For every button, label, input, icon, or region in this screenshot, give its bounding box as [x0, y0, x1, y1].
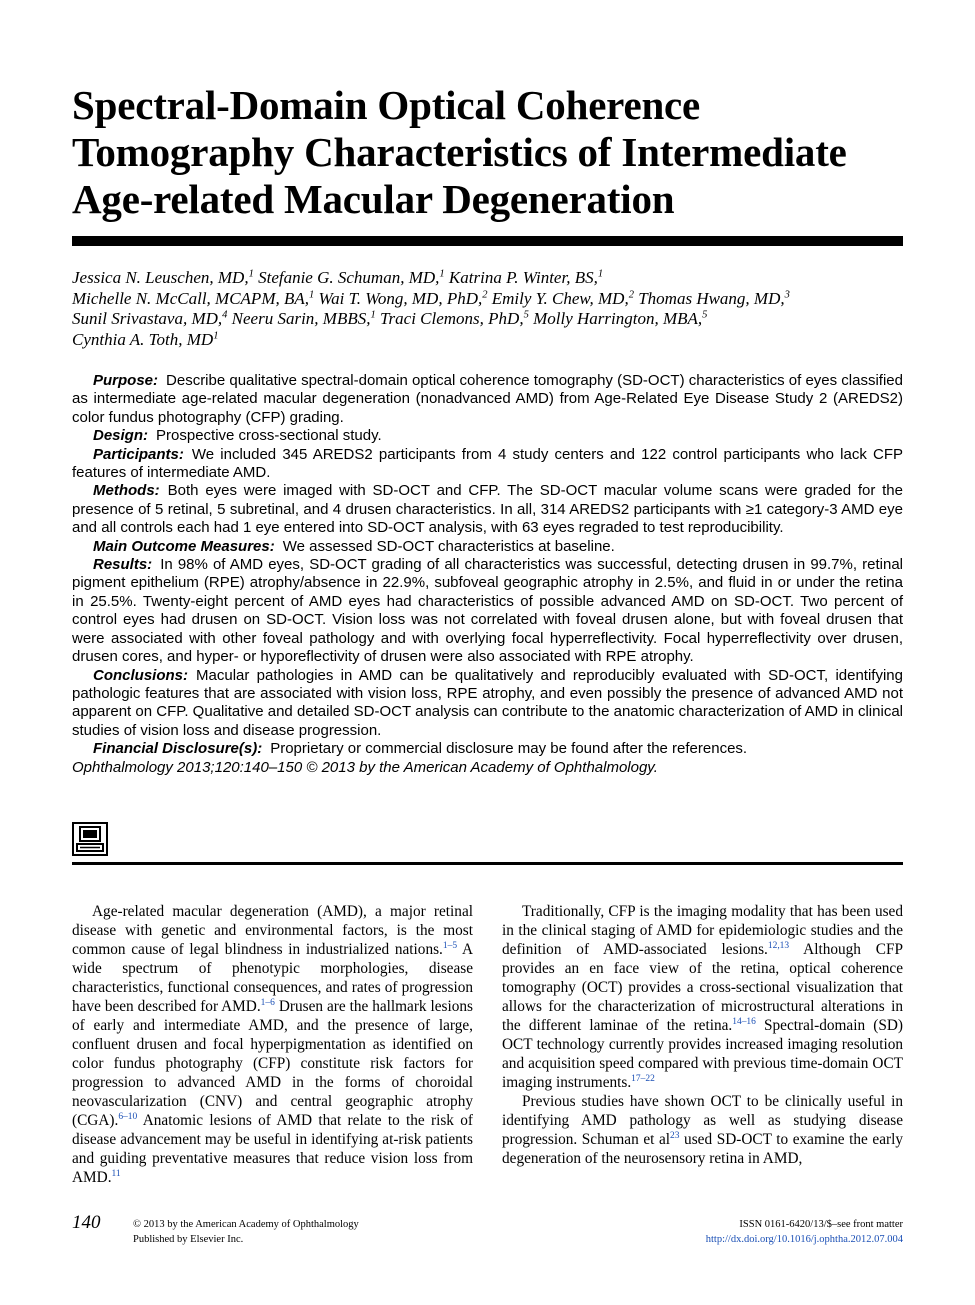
title-divider [72, 236, 903, 246]
body-column-right [502, 902, 903, 1168]
section-text: Macular pathologies in AMD can be qualitatively and reproducibly evaluated with SD-OCT, identifying pathologic features that are associated with vision loss, RPE atrophy, and even possibly the presence of advanced AMD not apparent on CFP. Qualitative and detailed SD-OCT analysis can contribute to the anatomic characterization of AMD in clinical studies of vision loss and disease progression. [72, 666, 903, 739]
author: Sunil Srivastava, MD, [72, 309, 223, 328]
citation: Ophthalmology 2013;120:140–150 © 2013 by the American Academy of Ophthalmology. [72, 758, 658, 776]
section-text: Prospective cross-sectional study. [156, 427, 382, 445]
body-text: Anatomic lesions of AMD that relate to the risk of disease advancement may be useful in identifying at-risk patients and guiding preventative measures that reduce vision loss from AMD. [72, 1112, 473, 1186]
affiliation-mark: 1 [439, 268, 445, 280]
reference-link[interactable]: 12,13 [767, 940, 790, 951]
section-label: Conclusions: [93, 666, 189, 684]
footer-copyright-block [133, 1217, 359, 1247]
abstract-conclusions [72, 667, 903, 741]
affiliation-mark: 2 [482, 288, 488, 300]
section-text: Both eyes were imaged with SD-OCT and CFP. The SD-OCT macular volume scans were graded for the presence of 5 retinal, 5 subretinal, and 4 drusen characteristics. In all, 314 AREDS2 participants with ≥1 category-3 AMD eye and all controls each had 1 eye entered into SD-OCT analysis, with 63 eyes regraded to test reproducibility. [72, 482, 903, 537]
computer-icon-graphic [72, 822, 108, 856]
author: Jessica N. Leuschen, MD, [72, 268, 249, 287]
section-label: Results: [93, 556, 153, 574]
author: Traci Clemons, PhD, [375, 309, 524, 328]
body-text: Although CFP provides an en face view of the retina, optical coherence tomography (OCT) provides a cross-sectional visualization that allows for the characterization of microstructural alterations in the different laminae of the retina. [502, 941, 903, 1034]
abstract [72, 372, 903, 777]
abstract-disclosure [72, 740, 903, 758]
reference-link[interactable]: 6–10 [118, 1111, 138, 1122]
author: Stefanie G. Schuman, MD, [253, 268, 440, 287]
reference-link[interactable]: 1–5 [442, 940, 458, 951]
abstract-results [72, 556, 903, 666]
computer-icon[interactable] [72, 822, 108, 856]
body-paragraph [502, 902, 903, 1092]
abstract-participants [72, 446, 903, 483]
section-text: Describe qualitative spectral-domain optical coherence tomography (SD-OCT) characteristics of eyes classified as intermediate age-related macular degeneration (nonadvanced AMD) from Age-Related Eye Disease Study 2 (AREDS2) color fundus photography (CFP) grading. [72, 372, 903, 426]
affiliation-mark: 5 [523, 309, 529, 321]
affiliation-mark: 2 [628, 288, 634, 300]
body-text: Traditionally, CFP is the imaging modality that has been used in the clinical staging of AMD for epidemiologic studies and the definition of AMD-associated lesions. [502, 903, 903, 958]
reference-link[interactable]: 11 [111, 1168, 121, 1179]
author-line [72, 309, 912, 330]
reference-link[interactable]: 1–6 [260, 997, 275, 1008]
body-text: Previous studies have shown OCT to be clinically useful in identifying AMD pathology as well as studying disease progression. Schuman et al [502, 1093, 903, 1148]
body-text: Age-related macular degeneration (AMD), a major retinal disease with genetic and environmental factors, is the most common cause of legal blindness in industrialized nations. [72, 903, 473, 958]
reference-link[interactable]: 14–16 [732, 1016, 756, 1027]
section-text: We assessed SD-OCT characteristics at baseline. [282, 537, 615, 555]
author: Michelle N. McCall, MCAPM, BA, [72, 288, 309, 308]
page-number: 140 [72, 1212, 101, 1233]
section-label: Design: [93, 427, 149, 445]
section-label: Methods: [93, 482, 160, 500]
article-title [72, 82, 912, 223]
section-label: Purpose: [93, 372, 159, 389]
author: Emily Y. Chew, MD, [487, 288, 629, 308]
body-text: used SD-OCT to examine the early degeneration of the neurosensory retina in AMD, [502, 1131, 904, 1167]
body-text: Drusen are the hallmark lesions of early and intermediate AMD, and the presence of large, confluent drusen and focal hyperpigmentation as identified on color fundus photography (CFP) constitute risk factors for progression to advanced AMD in the forms of choroidal neovascularization (CNV) and central geographic atrophy (CGA). [72, 998, 474, 1129]
affiliation-mark: 1 [248, 268, 254, 280]
affiliation-mark: 1 [309, 288, 315, 300]
abstract-purpose [72, 372, 903, 427]
section-text: In 98% of AMD eyes, SD-OCT grading of all characteristics was successful, detecting drusen in 99.7%, retinal pigment epithelium (RPE) atrophy/absence in 22.9%, subfoveal geographic atrophy in 2.5%, and fluid in or under the retina in 25.5%. Twenty-eight percent of AMD eyes had characteristics of possible advanced AMD on SD-OCT. Two percent of control eyes had drusen on SD-OCT. Vision loss was not correlated with foveal drusen alone, but with foveal drusen that were associated with other foveal pathology and with overlying focal hyperreflectivity. Focal hyperreflectivity over drusen, drusen cores, and hyper- or hyporeflectivity of drusen were also associated with RPE atrophy. [72, 556, 903, 666]
section-label: Main Outcome Measures: [93, 537, 275, 555]
section-text: We included 345 AREDS2 participants from 4 study centers and 122 control participants who lack CFP features of intermediate AMD. [72, 445, 903, 482]
title-line: Tomography Characteristics of Intermediate [72, 129, 847, 175]
reference-link[interactable]: 23 [670, 1130, 680, 1141]
title-line: Age-related Macular Degeneration [72, 176, 675, 222]
body-paragraph [72, 902, 473, 1187]
author: Molly Harrington, MBA, [528, 309, 703, 328]
affiliation-mark: 1 [597, 268, 604, 280]
reference-link[interactable]: 17–22 [631, 1073, 655, 1084]
abstract-methods [72, 482, 903, 537]
author-list [72, 268, 912, 350]
author-line [72, 289, 912, 310]
affiliation-mark: 1 [213, 329, 219, 341]
affiliation-mark: 3 [784, 288, 790, 300]
author-line [72, 330, 912, 351]
body-column-left [72, 902, 473, 1187]
author: Neeru Sarin, MBBS, [227, 309, 371, 328]
page-footer [0, 1210, 975, 1250]
doi-link[interactable]: http://dx.doi.org/10.1016/j.ophtha.2012.07.004 [705, 1234, 903, 1245]
author: Thomas Hwang, MD, [633, 288, 785, 308]
abstract-citation [72, 759, 903, 777]
affiliation-mark: 1 [370, 309, 376, 321]
body-text: Spectral-domain (SD) OCT technology currently provides increased imaging resolution and acquisition speed compared with previous time-domain OCT imaging instruments. [502, 1017, 903, 1091]
abstract-outcome-measures [72, 538, 903, 556]
author-line [72, 268, 912, 289]
footer-issn-block [706, 1217, 903, 1247]
author: Cynthia A. Toth, MD [72, 329, 214, 349]
abstract-divider [72, 862, 903, 865]
section-label: Participants: [93, 445, 184, 463]
body-paragraph [502, 1092, 903, 1168]
author: Wai T. Wong, MD, PhD, [314, 288, 483, 308]
title-line: Spectral-Domain Optical Coherence [72, 82, 701, 128]
author: Katrina P. Winter, BS, [444, 268, 598, 287]
abstract-design [72, 427, 903, 445]
publisher-text: Published by Elsevier Inc. [133, 1234, 244, 1245]
section-text: Proprietary or commercial disclosure may be found after the references. [270, 740, 748, 758]
body-text: A wide spectrum of phenotypic morphologies, disease characteristics, functional consequences, and rates of progression have been described for AMD. [72, 941, 474, 1015]
issn-text: ISSN 0161-6420/13/$–see front matter [739, 1219, 903, 1230]
copyright-text: © 2013 by the American Academy of Ophthalmology [133, 1219, 359, 1230]
affiliation-mark: 5 [702, 309, 708, 321]
affiliation-mark: 4 [222, 309, 228, 321]
section-label: Financial Disclosure(s): [93, 740, 263, 758]
